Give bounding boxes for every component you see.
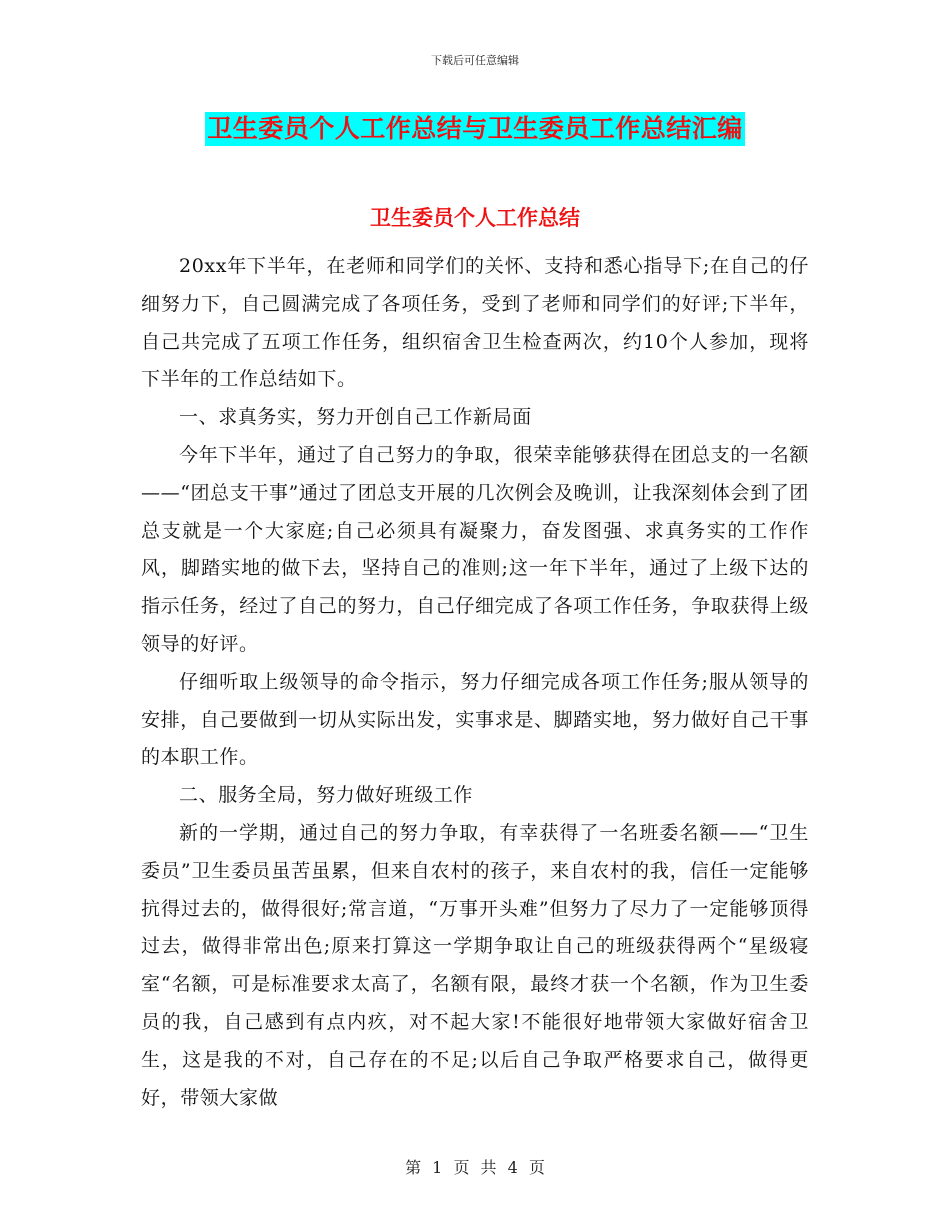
page-number-footer: 第 1 页 共 4 页 [405, 1158, 545, 1177]
paragraph-section-2a: 新的一学期，通过自己的努力争取，有幸获得了一名班委名额——“卫生委员”卫生委员虽苦虽累，但来自农村的孩子，来自农村的我，信任一定能够抗得过去的，做得很好;常言道，“万事开头难”但努力了尽力了一定能够顶得过去，做得非常出色;原来打算这一学期争取让自己的班级获得两个“星级寝室“名额，可是标准要求太高了，名额有限，最终才获一个名额，作为卫生委员的我，自己感到有点内疚，对不起大家!不能很好地带领大家做好宿舍卫生，这是我的不对，自己存在的不足;以后自己争取严格要求自己，做得更好，带领大家做 [141, 821, 809, 1109]
paragraph-section-1a: 今年下半年，通过了自己努力的争取，很荣幸能够获得在团总支的一名额——“团总支干事”通过了团总支开展的几次例会及晚训，让我深刻体会到了团总支就是一个大家庭;自己必须具有凝聚力，奋发图强、求真务实的工作作风，脚踏实地的做下去，坚持自己的准则;这一年下半年，通过了上级下达的指示任务，经过了自己的努力，自己仔细完成了各项工作任务，争取获得上级领导的好评。 [141, 443, 809, 655]
heading-section-2: 二、服务全局，努力做好班级工作 [179, 784, 474, 807]
heading-section-1: 一、求真务实，努力开创自己工作新局面 [179, 406, 532, 429]
header-note: 下载后可任意编辑 [431, 54, 519, 67]
main-title: 卫生委员个人工作总结与卫生委员工作总结汇编 [205, 112, 745, 146]
main-title-container [0, 112, 950, 146]
section-title: 卫生委员个人工作总结 [370, 205, 580, 230]
document-body [141, 248, 809, 1117]
paragraph-section-1b: 仔细听取上级领导的命令指示，努力仔细完成各项工作任务;服从领导的安排，自己要做到一切从实际出发，实事求是、脚踏实地，努力做好自己干事的本职工作。 [141, 670, 809, 769]
paragraph-intro: 20xx年下半年，在老师和同学们的关怀、支持和悉心指导下;在自己的仔细努力下，自己圆满完成了各项任务，受到了老师和同学们的好评;下半年，自己共完成了五项工作任务，组织宿舍卫生检查两次，约10个人参加，现将下半年的工作总结如下。 [141, 255, 809, 391]
